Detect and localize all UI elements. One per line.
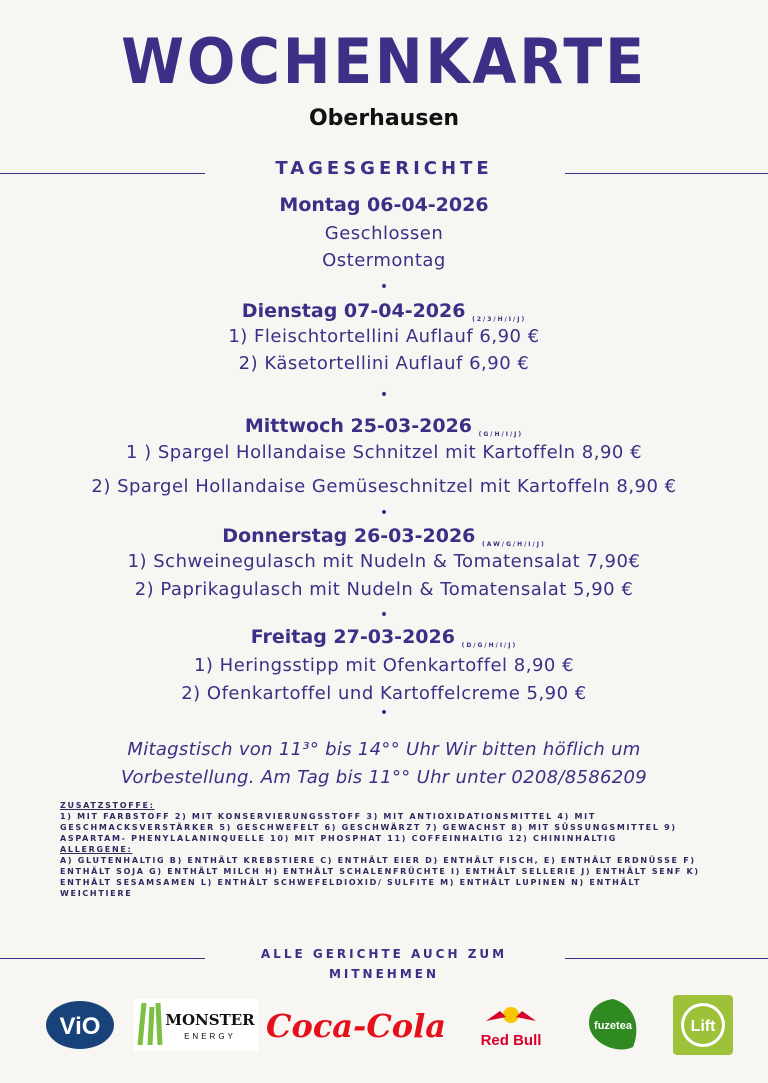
lift-logo-text: Lift <box>690 1018 716 1035</box>
lunch-info-line: Vorbestellung. Am Tag bis 11°° Uhr unter 0208/8586209 <box>120 767 648 788</box>
day-name: Freitag 27-03-2026 <box>250 626 455 648</box>
vio-logo-text: ViO <box>59 1013 101 1040</box>
dish-line: 1) Schweinegulasch mit Nudeln & Tomatensalat 7,90€ <box>127 551 641 572</box>
section-heading: TAGESGERICHTE <box>275 158 493 179</box>
allergens-heading: ALLERGENE: <box>60 845 133 854</box>
redbull-logo-shape <box>472 997 550 1053</box>
cocacola-logo-shape <box>265 997 447 1053</box>
dish-line: Ostermontag <box>322 250 446 271</box>
dish-line: 2) Spargel Hollandaise Gemüseschnitzel mit Kartoffeln 8,90 € <box>91 476 677 497</box>
lift-logo-shape <box>673 995 733 1055</box>
vio-logo <box>44 996 116 1054</box>
day-name: Dienstag 07-04-2026 <box>241 300 466 322</box>
allergen-codes: (AW/G/H/I/J) <box>482 541 546 548</box>
allergens-text: A) GLUTENHALTIG B) ENTHÄLT KREBSTIERE C) ENTHÄLT EIER D) ENTHÄLT FISCH, E) ENTHÄLT ERDNÜSSE F) ENTHÄLT SOJA G) ENTHÄLT MILCH H) ENTHÄLT SCHALENFRÜCHTE I) ENTHÄLT SELLERIE J) ENTHÄLT SENF K) ENTHÄLT SESAMSAMEN L) ENTHÄLT SCHWEFELDIOXID/ SULFITE M) ENTHÄLT LUPINEN N) ENTHÄLT WEICHTIERE <box>60 856 700 898</box>
day-heading-tuesday <box>0 300 768 323</box>
allergen-codes: (2/3/H/I/J) <box>472 316 527 323</box>
dish-line: 2) Ofenkartoffel und Kartoffelcreme 5,90 € <box>181 683 587 704</box>
day-name: Mittwoch 25-03-2026 <box>244 415 473 437</box>
day-name: Montag 06-04-2026 <box>279 194 489 216</box>
lunch-info-line: Mitagstisch von 11³° bis 14°° Uhr Wir bitten höflich um <box>127 739 641 760</box>
bullet-separator: • <box>379 607 389 623</box>
monster-logo-shape <box>134 997 258 1053</box>
dish-line: 1 ) Spargel Hollandaise Schnitzel mit Kartoffeln 8,90 € <box>125 442 643 463</box>
takeaway-line: MITNEHMEN <box>328 967 440 981</box>
fuzetea-logo-text: fuzetea <box>594 1020 632 1032</box>
dish-line: Geschlossen <box>324 223 444 244</box>
additives-allergens <box>60 800 710 899</box>
cocacola-logo-text: Coca-Cola <box>265 1007 447 1045</box>
lunch-info <box>0 736 768 792</box>
day-heading-wednesday <box>0 415 768 438</box>
monster-logo-sub: ENERGY <box>184 1032 236 1041</box>
additives-text: 1) MIT FARBSTOFF 2) MIT KONSERVIERUNGSSTOFF 3) MIT ANTIOXIDATIONSMITTEL 4) MIT GESCHMACKSVERSTÄRKER 5) GESCHWEFELT 6) GESCHWÄRZT 7) GEWACHST 8) MIT SÜSSUNGSMITTEL 9) ASPARTAM- PHENYLALANINQUELLE 10) MIT PHOSPHAT 11) COFFEINHALTIG 12) CHININHALTIG <box>60 812 677 843</box>
bullet-separator: • <box>379 279 389 295</box>
additives-heading: ZUSATZSTOFFE: <box>60 801 155 810</box>
monster-logo-text: MONSTER <box>165 1011 255 1029</box>
cocacola-logo <box>265 996 447 1054</box>
dish-line: 2) Käsetortellini Auflauf 6,90 € <box>238 353 530 374</box>
takeaway-note <box>0 944 768 984</box>
allergen-codes: (D/G/H/I/J) <box>461 642 518 649</box>
day-heading-monday <box>0 194 768 216</box>
dish-line: 1) Heringsstipp mit Ofenkartoffel 8,90 € <box>193 655 575 676</box>
day-heading-thursday <box>0 525 768 548</box>
allergen-codes: (G/H/I/J) <box>478 431 524 438</box>
page-title: WOCHENKARTE <box>121 25 647 98</box>
lift-logo <box>672 996 734 1054</box>
redbull-logo-text: Red Bull <box>480 1032 542 1049</box>
bullet-separator: • <box>379 387 389 403</box>
fuzetea-logo <box>582 996 644 1054</box>
bullet-separator: • <box>379 705 389 721</box>
day-heading-friday <box>0 626 768 649</box>
dish-line: 2) Paprikagulasch mit Nudeln & Tomatensalat 5,90 € <box>134 579 634 600</box>
monster-logo <box>133 996 259 1054</box>
vio-logo-shape <box>45 998 115 1052</box>
dish-line: 1) Fleischtortellini Auflauf 6,90 € <box>228 326 540 347</box>
location-subtitle: Oberhausen <box>308 106 460 131</box>
redbull-logo <box>472 996 550 1054</box>
day-name: Donnerstag 26-03-2026 <box>222 525 476 547</box>
takeaway-line: ALLE GERICHTE AUCH ZUM <box>260 947 508 961</box>
fuzetea-logo-shape <box>583 997 643 1053</box>
bullet-separator: • <box>379 505 389 521</box>
